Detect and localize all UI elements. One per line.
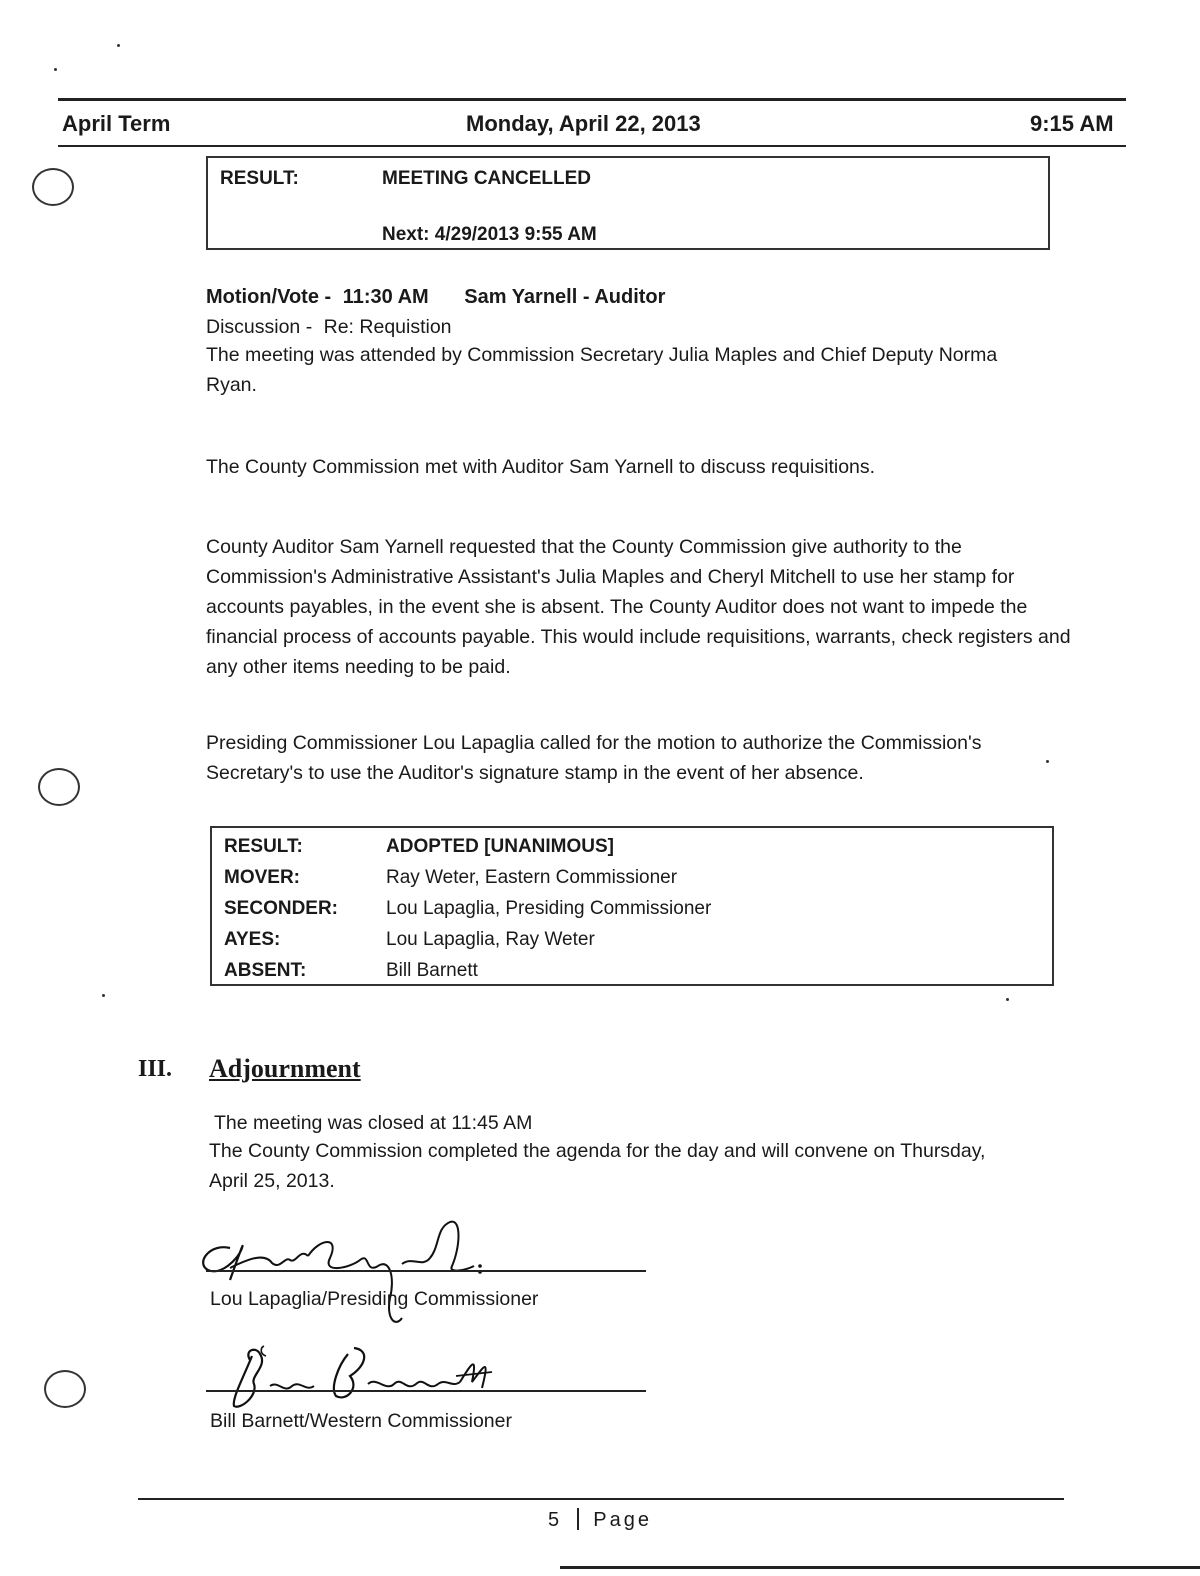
motion-time: 11:30 AM [342,286,429,308]
next-meeting: Next: 4/29/2013 9:55 AM [382,224,597,245]
vote-row-value: ADOPTED [UNANIMOUS] [386,836,614,857]
bottom-edge-rule [560,1566,1200,1569]
result-label: RESULT: [220,168,299,189]
signature-line [206,1270,646,1272]
vote-row-label: ABSENT: [224,960,307,981]
signature-caption: Bill Barnett/Western Commissioner [210,1410,512,1432]
signature-caption: Lou Lapaglia/Presiding Commissioner [210,1288,539,1310]
section-heading: Adjournment [209,1054,361,1083]
paragraph-motion-call: Presiding Commissioner Lou Lapaglia called for the motion to authorize the Commission's Secretary's to use the Auditor's signature stamp in the event of her absence. [206,732,982,784]
punch-hole [44,1370,86,1408]
vote-row-value: Bill Barnett [386,960,478,981]
header-term: April Term [62,111,171,136]
page-separator [577,1508,579,1530]
signature-bill-barnett [220,1336,520,1416]
page-label: Page [593,1509,652,1531]
motion-label: Motion/Vote - [206,286,332,308]
closing-time: The meeting was closed at 11:45 AM [214,1112,533,1134]
header-time: 9:15 AM [1030,111,1114,136]
result-value: MEETING CANCELLED [382,168,591,189]
meeting-result-box [206,156,1050,250]
header-date: Monday, April 22, 2013 [466,111,701,136]
vote-result-box [210,826,1054,986]
punch-hole [32,168,74,206]
vote-row-label: MOVER: [224,867,300,888]
vote-row-label: RESULT: [224,836,303,857]
section-numeral: III. [138,1056,173,1082]
page-number: 5 [548,1509,563,1531]
discussion-topic: Re: Requistion [323,316,452,338]
motion-presenter: Sam Yarnell - Auditor [464,286,666,308]
vote-row-label: SECONDER: [224,898,339,919]
scan-speck [54,68,57,71]
scan-speck [102,994,105,997]
header-bottom-rule [58,145,1126,147]
convene-text: The County Commission completed the agenda for the day and will convene on Thursday, April 25, 2013. [209,1140,986,1192]
punch-hole [38,768,80,806]
attendance-text: The meeting was attended by Commission Secretary Julia Maples and Chief Deputy Norma Ryan. [206,344,998,396]
scan-speck [1046,760,1049,763]
paragraph-stamp-request: County Auditor Sam Yarnell requested that the County Commission give authority to the Commission's Administrative Assistant's Julia Maples and Cheryl Mitchell to use her stamp for accounts payables, in the event she is absent. The County Auditor does not want to impede the financial process of accounts payable. This would include requisitions, warrants, check registers and any other items needing to be paid. [206,536,1071,678]
header-top-rule [58,98,1126,101]
discussion-label: Discussion - [206,316,313,338]
paragraph-commission-met: The County Commission met with Auditor Sam Yarnell to discuss requisitions. [206,456,876,478]
motion-line [206,286,665,309]
vote-row-label: AYES: [224,929,281,950]
discussion-line [206,316,452,339]
page-number-line [548,1508,652,1532]
scan-speck [1006,998,1009,1001]
vote-row-value: Ray Weter, Eastern Commissioner [386,867,678,888]
footer-rule [138,1498,1064,1500]
signature-line [206,1390,646,1392]
vote-row-value: Lou Lapaglia, Ray Weter [386,929,595,950]
vote-row-value: Lou Lapaglia, Presiding Commissioner [386,898,712,919]
scan-speck [117,44,120,47]
